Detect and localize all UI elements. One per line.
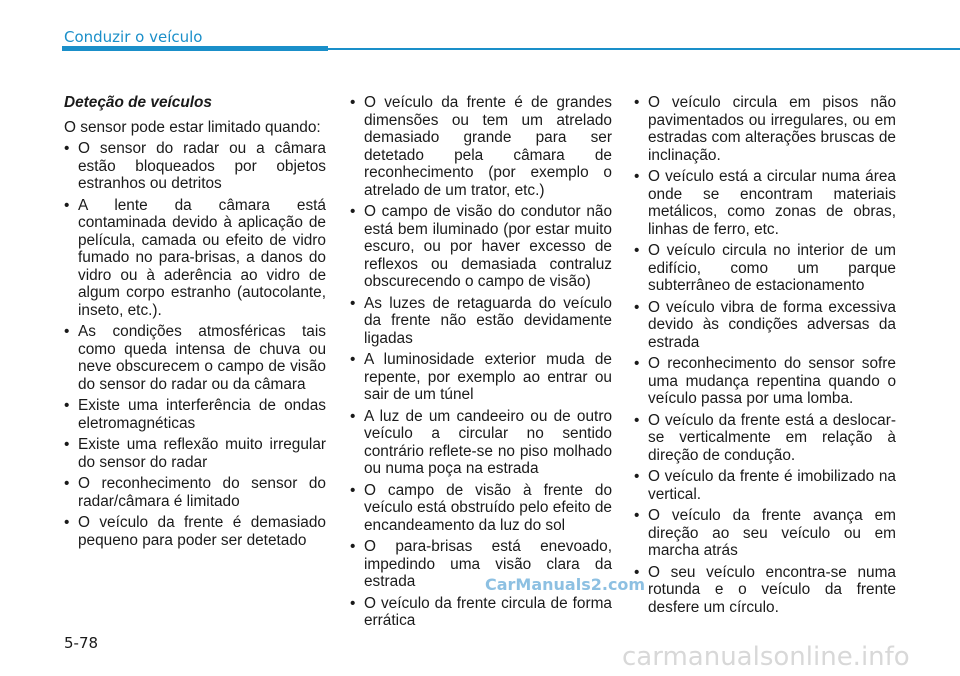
list-item: • A luminosidade exterior muda de repente, por exemplo ao entrar ou sair de um túnel bbox=[350, 351, 612, 404]
list-item: • O seu veículo encontra-se numa rotunda e o veículo da frente desfere um círculo. bbox=[634, 564, 896, 617]
section-title: Deteção de veículos bbox=[64, 94, 212, 111]
list-item: • As condições atmosféricas tais como queda intensa de chuva ou neve obscurecem o campo de visão do sensor do radar ou da câmara bbox=[64, 323, 326, 393]
page-number: 5-78 bbox=[64, 634, 99, 652]
section-intro: O sensor pode estar limitado quando: bbox=[64, 118, 321, 136]
list-item: • O veículo da frente circula de forma errática bbox=[350, 595, 612, 630]
list-item: • O reconhecimento do sensor do radar/câmara é limitado bbox=[64, 475, 326, 510]
watermark-logo: CarManuals2.com bbox=[485, 575, 646, 594]
list-item: • O veículo vibra de forma excessiva devido às condições adversas da estrada bbox=[634, 299, 896, 352]
list-item: • O veículo está a circular numa área onde se encontram materiais metálicos, como zonas de obras, linhas de ferro, etc. bbox=[634, 168, 896, 238]
list-item: • O veículo da frente é demasiado pequeno para poder ser detetado bbox=[64, 514, 326, 549]
footer-watermark: carmanualsonline.info bbox=[622, 642, 910, 672]
list-item: • A lente da câmara está contaminada devido à aplicação de película, camada ou efeito de vidro fumado no para-brisas, a danos do vidro ou à aderência ao vidro de algum corpo estranho (autocolante, inseto, etc.). bbox=[64, 197, 326, 320]
list-item: • O campo de visão à frente do veículo está obstruído pelo efeito de encandeamento da luz do sol bbox=[350, 482, 612, 535]
header-rule bbox=[328, 48, 960, 50]
list-item: • O veículo da frente é de grandes dimensões ou tem um atrelado demasiado grande para ser detetado pela câmara de reconhecimento (por exemplo o atrelado de um trator, etc.) bbox=[350, 94, 612, 199]
list-item: • O veículo da frente avança em direção ao seu veículo ou em marcha atrás bbox=[634, 507, 896, 560]
condition-list bbox=[64, 140, 326, 549]
list-item: • O sensor do radar ou a câmara estão bloqueados por objetos estranhos ou detritos bbox=[64, 140, 326, 193]
text-column-3 bbox=[634, 94, 896, 620]
header-accent-bar bbox=[62, 46, 328, 51]
condition-list bbox=[634, 94, 896, 616]
list-item: • Existe uma reflexão muito irregular do sensor do radar bbox=[64, 436, 326, 471]
text-column-1 bbox=[64, 94, 326, 553]
list-item: • O reconhecimento do sensor sofre uma mudança repentina quando o veículo passa por uma lomba. bbox=[634, 355, 896, 408]
list-item: • O veículo da frente é imobilizado na vertical. bbox=[634, 468, 896, 503]
condition-list bbox=[350, 94, 612, 630]
list-item: • O veículo circula em pisos não pavimentados ou irregulares, ou em estradas com alterações bruscas de inclinação. bbox=[634, 94, 896, 164]
section-header-title: Conduzir o veículo bbox=[64, 28, 203, 46]
list-item: • As luzes de retaguarda do veículo da frente não estão devidamente ligadas bbox=[350, 295, 612, 348]
list-item: • O veículo da frente está a deslocar-se verticalmente em relação à direção de condução. bbox=[634, 412, 896, 465]
list-item: • O para-brisas está enevoado, impedindo uma visão clara da estrada bbox=[350, 538, 612, 591]
list-item: • O campo de visão do condutor não está bem iluminado (por estar muito escuro, ou por haver excesso de reflexos ou demasiada contraluz obscurecendo o campo de visão) bbox=[350, 203, 612, 291]
text-column-2 bbox=[350, 94, 612, 634]
list-item: • Existe uma interferência de ondas eletromagnéticas bbox=[64, 397, 326, 432]
list-item: • A luz de um candeeiro ou de outro veículo a circular no sentido contrário reflete-se no piso molhado ou numa poça na estrada bbox=[350, 408, 612, 478]
list-item: • O veículo circula no interior de um edifício, como um parque subterrâneo de estacionamento bbox=[634, 242, 896, 295]
